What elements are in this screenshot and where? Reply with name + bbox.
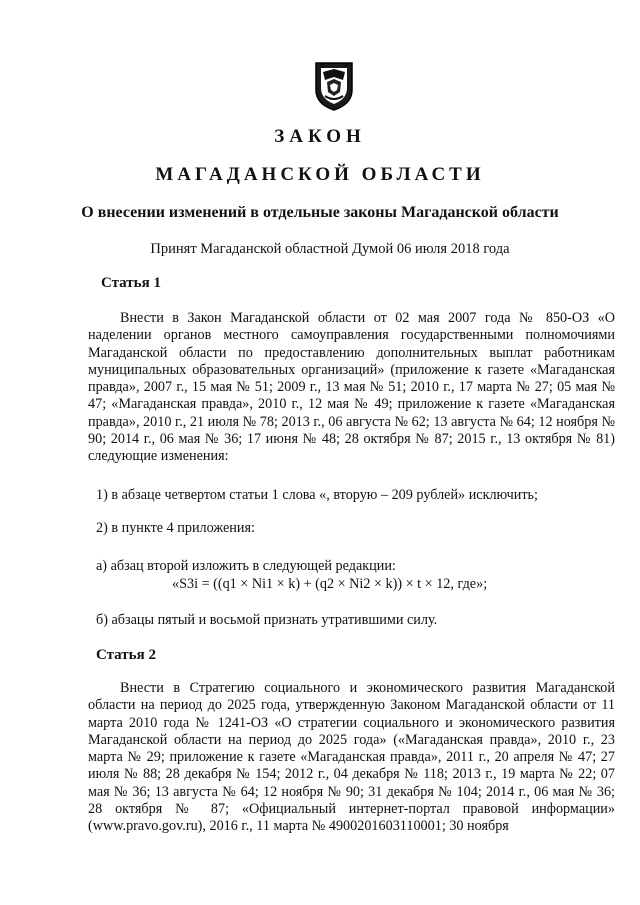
- region-title: МАГАДАНСКОЙ ОБЛАСТИ: [155, 164, 485, 185]
- law-subject: О внесении изменений в отдельные законы Магаданской области: [81, 204, 559, 221]
- article-2-heading: Статья 2: [96, 647, 156, 663]
- article-1-item-1: 1) в абзаце четвертом статьи 1 слова «, вторую – 209 рублей» исключить;: [96, 487, 538, 503]
- article-1-item-2: 2) в пункте 4 приложения:: [96, 520, 255, 536]
- article-2-text: Внести в Стратегию социального и экономического развития Магаданской области на период до 2025 года, утвержденную Законом Магаданской области от 11 марта 2010 года № 1241-ОЗ «О стратегии социального и экономического развития Магаданской области на период до 2025 года» («Магаданская правда», 2010 г., 23 марта № 29; приложение к газете «Магаданская правда», 2011 г., 20 апреля № 47; 27 июля № 88; 28 декабря № 154; 2012 г., 04 декабря № 118; 2013 г., 19 марта № 22; 07 мая № 36; 13 августа № 64; 12 ноября № 90; 31 декабря № 104; 2014 г., 06 мая № 36; 28 октября № 87; «Официальный интернет-портал правовой информации» (www.pravo.gov.ru), 2016 г., 11 марта № 4900201603110001; 30 ноября: [88, 680, 615, 835]
- article-1-item-2a: а) абзац второй изложить в следующей редакции:: [96, 558, 396, 574]
- article-1-heading: Статья 1: [101, 275, 161, 291]
- article-1-item-2b: б) абзацы пятый и восьмой признать утратившими силу.: [96, 612, 438, 628]
- article-1-intro: Внести в Закон Магаданской области от 02 мая 2007 года № 850-ОЗ «О наделении органов местного самоуправления государственными полномочиями Магаданской области по предоставлению дополнительных выплат работникам муниципальных образовательных организаций» (приложение к газете «Магаданская правда», 2007 г., 15 мая № 51; 2009 г., 13 мая № 51; 2010 г., 17 марта № 27; 05 мая № 47; «Магаданская правда», 2010 г., 12 мая № 49; приложение к газете «Магаданская правда», 2010 г., 21 июля № 78; 2013 г., 06 августа № 62; 13 августа № 64; 12 ноября № 90; 2014 г., 06 мая № 36; 17 июня № 48; 28 октября № 87; 2015 г., 13 октября № 81) следующие изменения:: [88, 310, 615, 465]
- adoption-note: Принят Магаданской областной Думой 06 июля 2018 года: [150, 241, 510, 257]
- coat-of-arms-icon: [313, 60, 355, 112]
- law-title: ЗАКОН: [274, 126, 366, 147]
- formula: «S3i = ((q1 × Ni1 × k) + (q2 × Ni2 × k)) × t × 12, где»;: [172, 576, 488, 592]
